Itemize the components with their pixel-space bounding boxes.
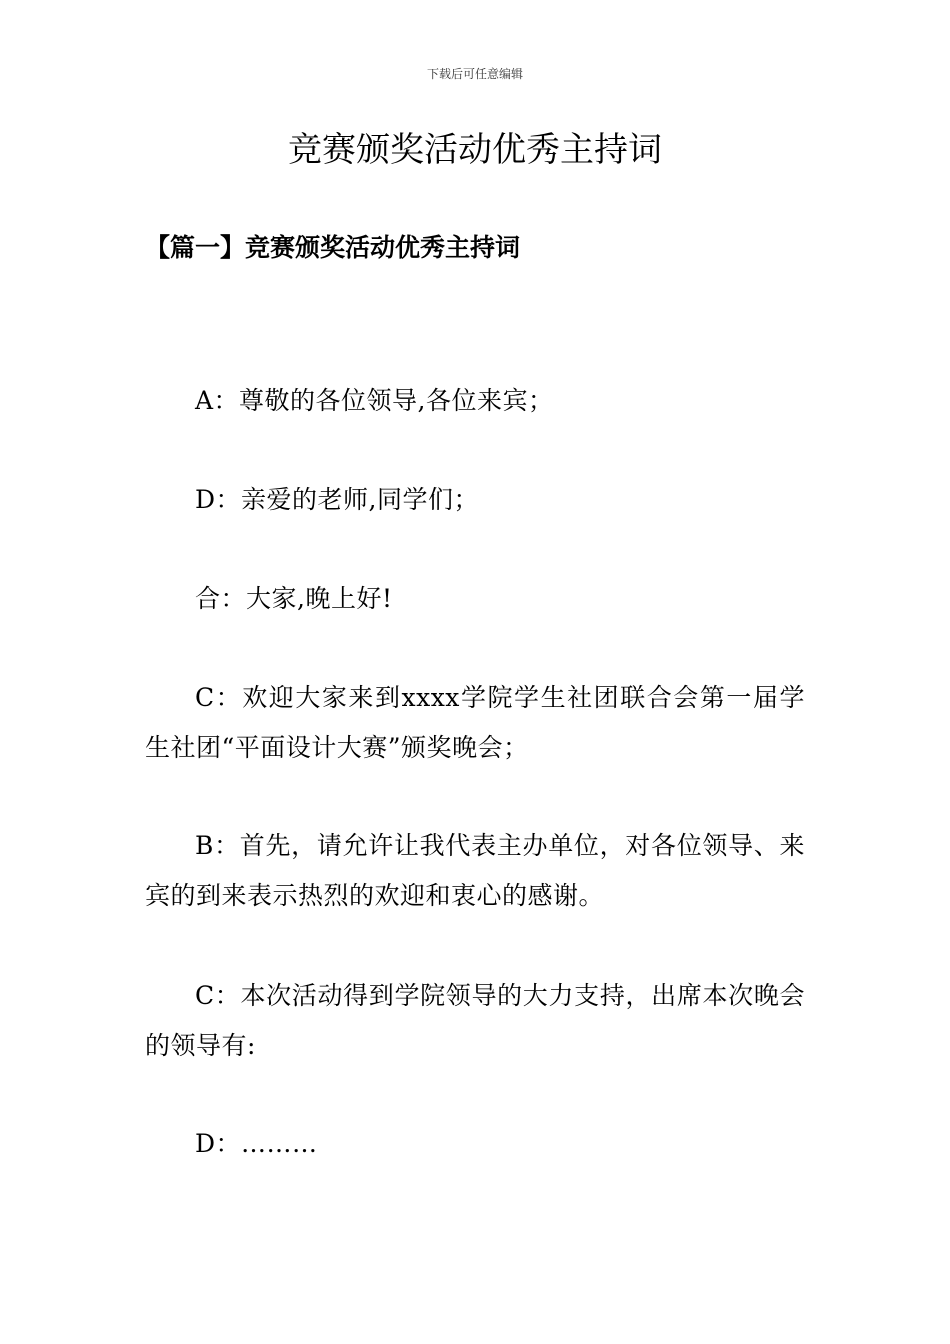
document-title: 竞赛颁奖活动优秀主持词 [288,130,662,170]
paragraph-welcome-c: C：欢迎大家来到xxxx学院学生社团联合会第一届学生社团“平面设计大赛”颁奖晚会； [145,683,805,762]
paragraph-leaders-c: C：本次活动得到学院领导的大力支持，出席本次晚会的领导有: [145,981,805,1060]
paragraph-greeting-d: D：亲爱的老师,同学们； [195,485,479,514]
paragraph-greeting-together: 合：大家,晚上好! [195,584,393,613]
header-note: 下载后可任意编辑 [426,67,523,81]
section-heading: 【篇一】竞赛颁奖活动优秀主持词 [145,233,521,262]
paragraph-ellipsis-d: D：……… [195,1129,318,1158]
paragraph-greeting-a: A：尊敬的各位领导,各位来宾； [195,386,554,415]
paragraph-thanks-b: B：首先，请允许让我代表主办单位，对各位领导、来宾的到来表示热烈的欢迎和衷心的感谢。 [145,831,805,910]
